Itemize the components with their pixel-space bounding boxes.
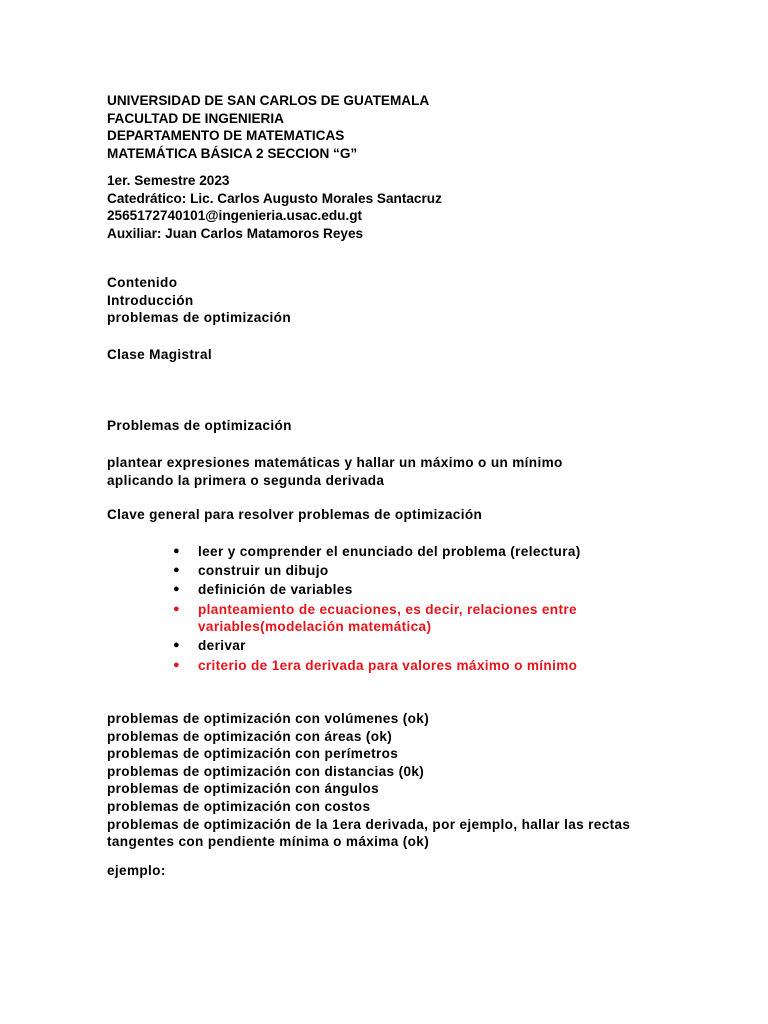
step-text: leer y comprender el enunciado del problema (relectura) — [198, 544, 581, 559]
step-text: criterio de 1era derivada para valores máximo o mínimo — [198, 657, 578, 673]
class-title: Clase Magistral — [107, 347, 212, 362]
email-text: 2565172740101@ingenieria.usac.edu.gt — [107, 208, 363, 224]
key-title: Clave general para resolver problemas de optimización — [107, 507, 483, 522]
bullet-icon: ● — [173, 583, 180, 596]
step-item-highlighted — [107, 601, 747, 636]
department-name: DEPARTAMENTO DE MATEMATICAS — [107, 128, 345, 144]
problem-type-item: problemas de optimización con ángulos — [107, 781, 380, 797]
step-text: derivar — [198, 638, 246, 654]
step-item — [107, 581, 747, 599]
step-text-line: planteamiento de ecuaciones, es decir, relaciones entre — [198, 601, 577, 617]
bullet-icon: ● — [173, 545, 180, 557]
faculty-name: FACULTAD DE INGENIERIA — [107, 110, 284, 126]
problem-type-item: problemas de optimización con perímetros — [107, 746, 399, 762]
step-item — [107, 637, 747, 655]
step-text — [198, 601, 747, 636]
assistant-text: Auxiliar: Juan Carlos Matamoros Reyes — [107, 225, 364, 241]
problem-type-item: problemas de optimización con costos — [107, 798, 371, 814]
contents-item: Introducción — [107, 292, 194, 308]
class-title-block — [107, 346, 747, 364]
university-name: UNIVERSIDAD DE SAN CARLOS DE GUATEMALA — [107, 93, 430, 108]
course-name: MATEMÁTICA BÁSICA 2 SECCION “G” — [107, 145, 358, 161]
semester-text: 1er. Semestre 2023 — [107, 173, 230, 188]
key-title-block — [107, 506, 747, 524]
steps-list — [107, 543, 747, 676]
contents-item: problemas de optimización — [107, 310, 291, 326]
section-title-block — [107, 417, 747, 435]
bullet-icon: ● — [173, 602, 180, 615]
bullet-icon: ● — [173, 639, 180, 652]
description-line: plantear expresiones matemáticas y hallar un máximo o un mínimo — [107, 455, 563, 470]
step-item-highlighted — [107, 657, 747, 675]
bullet-icon: ● — [173, 658, 180, 671]
info-block — [107, 172, 747, 242]
example-label: ejemplo: — [107, 863, 166, 878]
problem-type-item: tangentes con pendiente mínima o máxima (ok) — [107, 834, 430, 850]
problem-type-item: problemas de optimización con volúmenes (ok) — [107, 711, 430, 726]
description-line: aplicando la primera o segunda derivada — [107, 472, 385, 488]
bullet-icon: ● — [173, 564, 180, 577]
contents-title: Contenido — [107, 275, 178, 290]
header-block — [107, 92, 747, 162]
contents-block — [107, 274, 747, 327]
problem-type-item: problemas de optimización con distancias (0k) — [107, 763, 425, 779]
step-item — [107, 543, 747, 561]
professor-text: Catedrático: Lic. Carlos Augusto Morales Santacruz — [107, 190, 442, 206]
step-text: construir un dibujo — [198, 563, 329, 579]
problem-type-item: problemas de optimización de la 1era derivada, por ejemplo, hallar las rectas — [107, 816, 631, 832]
step-item — [107, 562, 747, 580]
problem-types-block — [107, 710, 747, 851]
problem-type-item: problemas de optimización con áreas (ok) — [107, 728, 393, 744]
section-description — [107, 454, 747, 489]
step-text: definición de variables — [198, 582, 353, 598]
step-text-line: variables(modelación matemática) — [198, 619, 432, 635]
example-block — [107, 862, 747, 880]
section-title: Problemas de optimización — [107, 418, 292, 433]
